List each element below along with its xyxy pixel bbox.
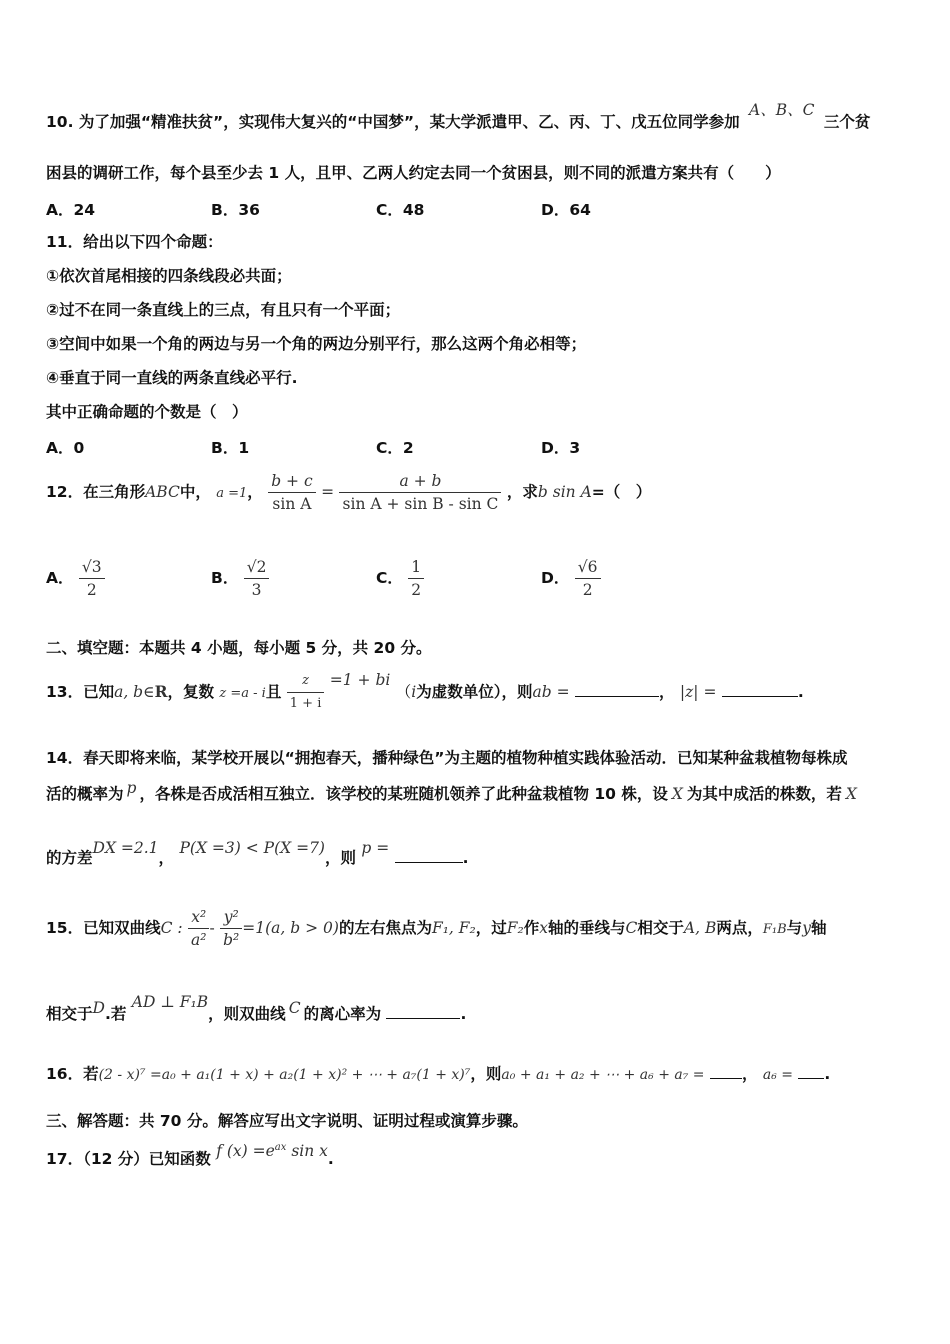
q11-stem: 11．给出以下四个命题： [46, 233, 223, 251]
q12-option-b-label: B． [211, 569, 239, 587]
q14-end: . [462, 849, 469, 867]
q13-sep: ， [658, 683, 675, 701]
q13-f-den: 1 + i [289, 696, 322, 711]
q14-variance: DX =2.1 [92, 839, 159, 857]
q12-option-d-den: 2 [582, 581, 593, 599]
q14-line3 [46, 836, 469, 880]
q15-y: y [802, 919, 811, 937]
q12-option-b-frac [244, 556, 270, 601]
q12-option-a-num: √3 [79, 556, 105, 579]
q15-mid4: 轴的垂线与 [548, 919, 626, 937]
q17-function [216, 1142, 328, 1160]
q13-rhs: =1 + bi [329, 671, 391, 689]
q13-and: 且 [265, 683, 282, 701]
q13-note: （ [395, 683, 412, 701]
q14-p: p [126, 779, 137, 797]
q11-prop-1: ①依次首尾相接的四条线段必共面； [46, 267, 292, 285]
q14-then: ，则 [324, 849, 356, 867]
q15-f12: F₁, F₂ [431, 919, 476, 937]
q15-f1b: F₁B [762, 922, 787, 937]
q16-blank-1[interactable] [710, 1078, 742, 1079]
q10-text-b: 三个贫 [823, 113, 871, 131]
q12-option-b-num: √2 [244, 556, 270, 579]
q12-fraction-2 [339, 470, 501, 515]
q12-option-c-frac [408, 556, 424, 601]
q12-text: 12．在三角形 [46, 483, 146, 501]
q12-f1-den: sin A [272, 495, 312, 513]
q16-line [46, 1060, 830, 1089]
q14-x2: X [845, 785, 857, 803]
q12-equals: = [321, 483, 335, 501]
q12-option-c-label: C． [376, 569, 403, 587]
q15-blank[interactable] [386, 1018, 460, 1019]
q12-option-d-frac [575, 556, 601, 601]
q10-text: 10. 为了加强“精准扶贫”，实现伟大复兴的“中国梦”，某大学派遣甲、乙、丙、丁、戊五位同学参加 [46, 113, 740, 131]
q15-mid7: 与 [786, 919, 803, 937]
q12-f2-den: sin A + sin B - sin C [342, 495, 499, 513]
q17-sin: sin x [291, 1142, 328, 1161]
q13-text: 13．已知 [46, 683, 115, 701]
q15-text: 15．已知双曲线 [46, 919, 161, 937]
q16-text: 16．若 [46, 1065, 99, 1083]
q15-rhs: =1(a, b > 0) [242, 919, 339, 937]
q13-i: i [411, 683, 417, 701]
q14-line2 [46, 779, 857, 804]
q11-prop-2: ②过不在同一条直线上的三点，有且只有一个平面； [46, 301, 401, 319]
q16-sep: ， [741, 1065, 758, 1083]
q11-option-c: C．2 [376, 439, 414, 457]
q15-mid1: 的左右焦点为 [338, 919, 432, 937]
q14-probability: P(X =3) < P(X =7) [179, 839, 325, 857]
q12-option-d-num: √6 [575, 556, 601, 579]
section-3-heading: 三、解答题：共 70 分。解答应写出文字说明、证明过程或演算步骤。 [46, 1112, 528, 1130]
q14-text-d: 的方差 [46, 849, 93, 867]
q15-c3: C [288, 999, 301, 1017]
q13-blank-2[interactable] [722, 696, 798, 697]
q15-text-b: 相交于 [46, 1005, 93, 1023]
q10-option-d: D．64 [541, 201, 591, 219]
q12-f1-num: b + c [268, 470, 315, 493]
q13-real-set: R [154, 682, 168, 701]
q14-blank[interactable] [395, 862, 463, 863]
q15-mid3: 作 [523, 919, 540, 937]
q15-line2 [46, 994, 466, 1034]
q10-line2 [46, 163, 781, 183]
q13-f-num: z [287, 670, 325, 693]
q10-text-c: 困县的调研工作，每个县至少去 1 人，且甲、乙两人约定去同一个贫困县，则不同的派遣方案共有（ ） [46, 164, 781, 182]
q15-mid5: 相交于 [637, 919, 684, 937]
q11-option-d: D．3 [541, 439, 581, 457]
q12-option-b [211, 556, 269, 601]
q12-paren: =（ ） [591, 483, 652, 501]
q15-end: . [460, 1005, 467, 1023]
q13-mid: ，复数 [167, 683, 214, 701]
q15-minus: - [209, 919, 215, 937]
q12-line [46, 468, 651, 518]
q12-option-d-label: D． [541, 569, 570, 587]
q14-text-c: 为其中成活的株数，若 [686, 785, 842, 803]
q10-option-a: A．24 [46, 201, 96, 219]
q12-text-mid: 中， [179, 483, 211, 501]
q14-text-a: 活的概率为 [46, 785, 124, 803]
q15-ab: A, B [683, 919, 717, 937]
q15-text-e: 的离心率为 [303, 1005, 382, 1023]
q13-z: z =a - i [219, 686, 266, 701]
q13-ab: a, b∈ [114, 683, 155, 701]
q12-option-a-frac [79, 556, 105, 601]
q13-ab-expr: ab = [532, 683, 570, 701]
q16-a6: a₆ = [762, 1067, 794, 1083]
q12-a-eq: a =1 [216, 486, 248, 501]
q11-prop-4: ④垂直于同一直线的两条直线必平行. [46, 369, 298, 387]
q14-p-eq: p = [361, 839, 390, 857]
q12-option-d [541, 556, 601, 601]
q17-end: . [327, 1150, 334, 1169]
q15-frac-x [188, 906, 209, 951]
q11-prop-3: ③空间中如果一个角的两边与另一个角的两边分别平行，那么这两个角必相等； [46, 335, 587, 353]
q15-a2: a² [191, 931, 207, 949]
q10-option-b: B．36 [211, 201, 260, 219]
q12-option-c-den: 2 [411, 581, 422, 599]
q17-text: 17．（12 分）已知函数 [46, 1150, 211, 1169]
q15-mid8: 轴 [810, 919, 827, 937]
q14-text-b: ，各株是否成活相互独立．该学校的某班随机领养了此种盆栽植物 10 株，设 [139, 785, 668, 803]
q15-line1 [46, 900, 826, 958]
q12-option-c-num: 1 [408, 556, 424, 579]
q16-end: . [824, 1065, 831, 1083]
q12-option-a-den: 2 [86, 581, 97, 599]
q12-fraction-1 [268, 470, 315, 515]
q15-frac-y [220, 906, 242, 951]
q11-ask: 其中正确命题的个数是（ ） [46, 403, 248, 421]
q15-mid2: ，过 [475, 919, 507, 937]
q15-c2: C [625, 919, 638, 937]
q16-blank-2[interactable] [798, 1078, 824, 1079]
q14-line1: 14．春天即将来临，某学校开展以“拥抱春天，播种绿色”为主题的植物种植实践体验活动．已知某种盆栽植物每株成 [46, 749, 848, 767]
q17-exponent: ax [274, 1142, 287, 1153]
q15-d: D [92, 999, 105, 1017]
q12-comma: ， [247, 483, 263, 501]
q12-ask: ，求 [506, 483, 538, 501]
q12-target: b sin A [537, 483, 592, 501]
q12-option-c [376, 556, 424, 601]
q13-note2: 为虚数单位），则 [416, 683, 533, 701]
q15-f2: F₂ [506, 919, 524, 937]
q12-option-a-label: A． [46, 569, 74, 587]
q17-f: f (x) =e [216, 1142, 275, 1161]
q13-abs-z: |z| = [679, 683, 717, 701]
q11-option-a: A．0 [46, 439, 85, 457]
q11-option-b: B．1 [211, 439, 250, 457]
q12-option-b-den: 3 [251, 581, 262, 599]
q10-option-c: C．48 [376, 201, 425, 219]
q16-then: ，则 [470, 1065, 502, 1083]
q15-text-d: ，则双曲线 [208, 1005, 286, 1023]
q13-fraction [287, 670, 325, 715]
q17-line [46, 1140, 334, 1175]
q15-b2: b² [223, 931, 240, 949]
section-2-heading: 二、填空题：本题共 4 小题，每小题 5 分，共 20 分。 [46, 639, 432, 657]
q16-expansion: (2 - x)⁷ =a₀ + a₁(1 + x) + a₂(1 + x)² + ⋯ + a₇(1 + x)⁷ [98, 1067, 471, 1083]
q15-mid6: 两点， [716, 919, 763, 937]
q13-end: . [797, 683, 804, 701]
q10-abc: A、B、C [749, 101, 815, 119]
q12-f2-num: a + b [339, 470, 501, 493]
q15-c: C : [160, 919, 183, 937]
q15-y2: y² [220, 906, 242, 929]
q15-text-c: .若 [104, 1005, 127, 1023]
q12-triangle: ABC [145, 483, 180, 501]
q10-line1 [46, 101, 871, 132]
q15-x2: x² [188, 906, 209, 929]
q15-perpendicular: AD ⊥ F₁B [131, 993, 209, 1011]
q13-blank-1[interactable] [575, 696, 659, 697]
q12-option-a [46, 556, 105, 601]
q14-x: X [671, 785, 683, 803]
q14-comma: ， [158, 849, 175, 867]
q15-x: x [539, 919, 548, 937]
q16-sum: a₀ + a₁ + a₂ + ⋯ + a₆ + a₇ = [501, 1067, 705, 1083]
q13-line [46, 668, 804, 718]
